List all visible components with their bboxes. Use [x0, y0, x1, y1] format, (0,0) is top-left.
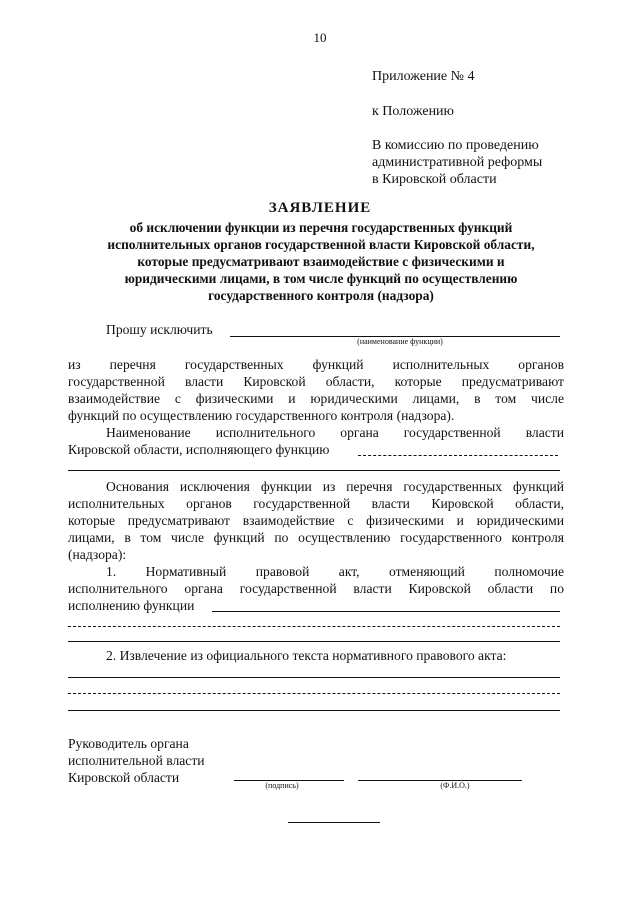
executing-body-field[interactable]: [358, 455, 558, 456]
function-name-caption: (наименование функции): [357, 337, 443, 346]
para3-line-5: (надзора):: [68, 547, 127, 562]
item1-line-3: исполнению функции: [68, 598, 195, 613]
closing-rule: [288, 822, 380, 823]
extract-field-3[interactable]: [68, 710, 560, 711]
item1-line-1: 1. Нормативный правовой акт, отменяющий полномочие: [106, 564, 564, 579]
repealing-act-field-3[interactable]: [68, 641, 560, 642]
extract-field-2[interactable]: [68, 693, 560, 694]
subtitle-line-3: которые предусматривают взаимодействие с физическими и: [137, 254, 505, 269]
repealing-act-field[interactable]: [212, 611, 560, 612]
addressee-line-2: административной реформы: [372, 155, 543, 170]
signatory-line-3: Кировской области: [68, 770, 180, 785]
executing-body-field-2[interactable]: [68, 470, 560, 471]
document-subtitle: [86, 219, 556, 304]
para1-line-1: из перечня государственных функций исполнительных органов: [68, 357, 564, 372]
subtitle-line-4: юридическими лицами, в том числе функций по осуществлению: [124, 271, 518, 286]
para2-line-1: Наименование исполнительного органа государственной власти: [106, 425, 564, 440]
subtitle-line-5: государственного контроля (надзора): [208, 288, 434, 303]
full-name-caption: (Ф.И.О.): [440, 781, 470, 790]
signatory-line-1: Руководитель органа: [68, 736, 189, 751]
para3-line-4: лицами, в том числе функций по осуществлению государственного контроля: [68, 530, 564, 545]
document-title: ЗАЯВЛЕНИЕ: [268, 200, 372, 216]
para1-line-3: взаимодействие с физическими и юридическими лицами, в том числе: [68, 391, 564, 406]
repealing-act-field-2[interactable]: [68, 626, 560, 627]
regulation-label: к Положению: [372, 104, 455, 119]
subtitle-line-1: об исключении функции из перечня государственных функций: [129, 220, 513, 235]
request-label: Прошу исключить: [106, 322, 213, 337]
appendix-label: Приложение № 4: [372, 69, 475, 84]
signature-caption: (подпись): [265, 781, 299, 790]
item2-text: 2. Извлечение из официального текста нормативного правового акта:: [106, 648, 507, 663]
para3-line-1: Основания исключения функции из перечня государственных функций: [106, 479, 564, 494]
page-number: 10: [313, 30, 327, 45]
addressee-line-3: в Кировской области: [372, 172, 497, 187]
para1-line-4: функций по осуществлению государственного контроля (надзора).: [68, 408, 455, 423]
signatory-line-2: исполнительной власти: [68, 753, 205, 768]
item1-line-2: исполнительного органа государственной власти Кировской области по: [68, 581, 564, 596]
addressee-line-1: В комиссию по проведению: [372, 138, 539, 153]
para2-line-2: Кировской области, исполняющего функцию: [68, 442, 330, 457]
para3-line-3: которые предусматривают взаимодействие с физическими и юридическими: [68, 513, 564, 528]
subtitle-line-2: исполнительных органов государственной власти Кировской области,: [107, 237, 535, 252]
extract-field-1[interactable]: [68, 677, 560, 678]
para1-line-2: государственной власти Кировской области, которые предусматривают: [68, 374, 564, 389]
para3-line-2: исполнительных органов государственной власти Кировской области,: [68, 496, 564, 511]
